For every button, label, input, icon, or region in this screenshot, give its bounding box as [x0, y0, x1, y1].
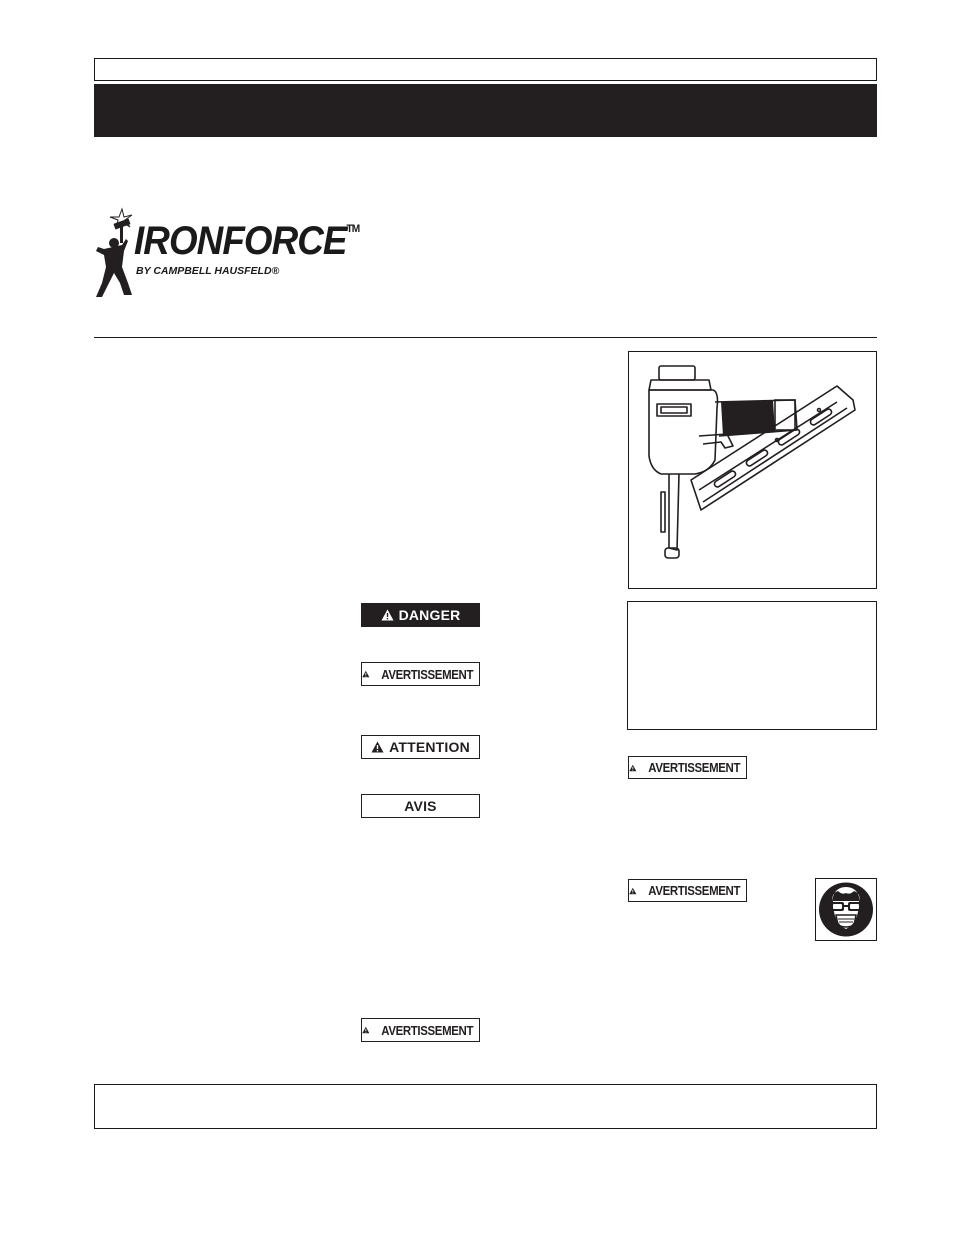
title-band [94, 84, 877, 137]
warning-triangle-icon [381, 609, 394, 621]
attention-signal [361, 735, 480, 759]
avis-signal [361, 794, 480, 818]
avertissement-label: AVERTISSEMENT [647, 760, 740, 775]
brand-byline: BY CAMPBELL HAUSFELD® [136, 265, 280, 277]
danger-signal [361, 603, 480, 627]
section-divider [94, 337, 877, 338]
header-frame [94, 58, 877, 81]
danger-label: DANGER [398, 607, 461, 623]
warning-triangle-icon [629, 885, 637, 897]
avertissement-signal-4 [361, 1018, 480, 1042]
warning-triangle-icon [629, 762, 637, 774]
avertissement-label: AVERTISSEMENT [380, 666, 473, 682]
brand-logo [92, 205, 362, 305]
warning-triangle-icon [362, 1024, 370, 1036]
avis-label: AVIS [404, 798, 437, 814]
footer-box [94, 1084, 877, 1129]
avertissement-label: AVERTISSEMENT [647, 883, 740, 898]
avertissement-signal-2 [628, 756, 747, 779]
product-illustration-box [628, 351, 877, 589]
brand-wordmark: IRONFORCE [134, 219, 347, 263]
warning-triangle-icon [371, 741, 384, 753]
warning-triangle-icon [362, 668, 370, 680]
info-box [627, 601, 877, 730]
framing-nailer-illustration [629, 352, 878, 590]
trademark-mark: TM [346, 223, 360, 235]
safety-goggles-mask-icon [815, 878, 877, 941]
avertissement-signal-3 [628, 879, 747, 902]
avertissement-label: AVERTISSEMENT [380, 1022, 473, 1038]
brand-name [134, 219, 359, 264]
avertissement-signal-1 [361, 662, 480, 686]
attention-label: ATTENTION [389, 739, 470, 755]
